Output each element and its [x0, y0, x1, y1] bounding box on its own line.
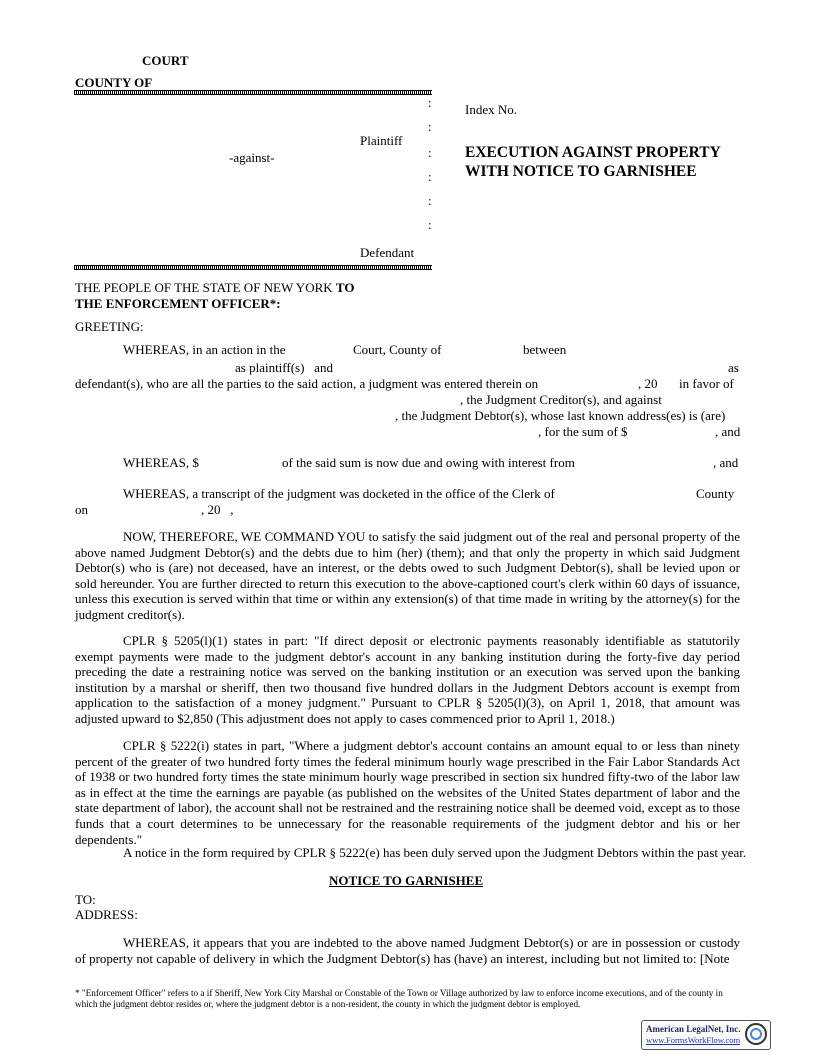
globe-icon: [745, 1023, 767, 1045]
caption-colon: :: [428, 193, 432, 208]
caption-colon: :: [428, 217, 432, 232]
court-label: COURT: [142, 53, 189, 68]
index-number-label: Index No.: [465, 102, 517, 117]
document-title: [465, 143, 721, 181]
caption-top-rule: [74, 90, 432, 95]
whereas-judgment-debtor: , the Judgment Debtor(s), whose last known address(es) is (are): [395, 408, 726, 423]
to-label: TO:: [75, 892, 96, 907]
whereas-in-favor-of: in favor of: [679, 376, 734, 391]
notice-to-garnishee-heading: NOTICE TO GARNISHEE: [329, 873, 484, 888]
whereas-docket-year: , 20 ,: [201, 502, 234, 517]
whereas-judgment-entered: defendant(s), who are all the parties to the said action, a judgment was entered therein on: [75, 376, 539, 391]
footnote: * "Enforcement Officer" refers to a if Sheriff, New York City Marshal or Constable of the Town or Village authorized by law to enforce income executions, and of the county in which the judgment debtor resides or, where the judgment debtor is a non-resident, the county in which the judgment debtor is employed.: [75, 988, 723, 1009]
whereas-amount: WHEREAS, $: [123, 455, 199, 470]
people-text: THE PEOPLE OF THE STATE OF NEW YORK: [75, 280, 333, 295]
against-label: -against-: [229, 150, 275, 165]
greeting: GREETING:: [75, 319, 144, 334]
title-line-2: WITH NOTICE TO GARNISHEE: [465, 163, 697, 180]
caption-colon: :: [428, 119, 432, 134]
whereas-sum-of: , for the sum of $: [538, 424, 628, 439]
whereas-county: County: [696, 486, 735, 501]
caption-colon: :: [428, 145, 432, 160]
whereas-as: as: [728, 360, 739, 375]
whereas-judgment-creditor: , the Judgment Creditor(s), and against: [460, 392, 662, 407]
whereas-between: between: [523, 342, 567, 357]
american-legalnet-logo[interactable]: [641, 1020, 771, 1050]
cplr-5205-paragraph: CPLR § 5205(l)(1) states in part: "If direct deposit or electronic payments reasonably identifiable as statutorily exempt payments were made to the judgment debtor's account in any banking institution during the forty-five day period preceding the date a restraining notice was served on the banking institution or an execution was served upon the banking institution by a marshal or sheriff, then two thousand five hundred dollars in the Judgment Debtors account is exempt from application to the satisfaction of a money judgment." Pursuant to CPLR § 5205(l)(3), on April 1, 2018, that amount was adjusted upward to $2,850 (This adjustment does not apply to cases commenced prior to April 1, 2018.): [75, 633, 740, 726]
whereas-plaintiffs-and: as plaintiff(s) and: [235, 360, 333, 375]
whereas-action-court: WHEREAS, in an action in the: [123, 342, 286, 357]
plaintiff-label: Plaintiff: [360, 133, 403, 148]
logo-url-link[interactable]: www.FormsWorkFlow.com: [646, 1035, 741, 1045]
now-therefore-paragraph: NOW, THEREFORE, WE COMMAND YOU to satisfy the said judgment out of the real and personal property of the above named Judgment Debtor(s) and the debts due to him (her) (them); and that only the property in which said Judgment Debtor(s) who is (are) not deceased, have an interest, or the debts owed to such Judgment Debtor(s), shall be levied upon or sold hereunder. You are further directed to return this execution to the above-captioned court's clerk within 60 days of issuance, unless this execution is served within that time or within any extension(s) of that time made in writing by the attorney(s) for the judgment creditor(s).: [75, 529, 740, 622]
cplr-5222-paragraph: CPLR § 5222(i) states in part, "Where a judgment debtor's account contains an amount equal to or less than ninety percent of the greater of two hundred forty times the federal minimum hourly wage prescribed in the Fair Labor Standards Act of 1938 or two hundred forty times the state minimum hourly wage prescribed in section six hundred fifty-two of the labor law as in effect at the time the earnings are payable (as published on the websites of the United States department of labor and the state department of labor), the account shall not be restrained and the restraining notice shall be deemed void, except as to those funds that a court determines to be unnecessary for the reasonable requirements of the judgment debtor and his or her dependents.": [75, 738, 740, 847]
garnishee-whereas-paragraph: WHEREAS, it appears that you are indebted to the above named Judgment Debtor(s) or are in possession or custody of property not capable of delivery in which the Judgment Debtor(s) has (have) an interest, including but not limited to: [Note: [75, 935, 740, 966]
people-line: [75, 280, 354, 296]
caption-colon: :: [428, 169, 432, 184]
caption-colon: :: [428, 95, 432, 110]
title-line-1: EXECUTION AGAINST PROPERTY: [465, 144, 721, 161]
county-label: COUNTY OF: [75, 75, 153, 90]
whereas-and-2: , and: [713, 455, 739, 470]
defendant-label: Defendant: [360, 245, 415, 260]
to-text: TO: [335, 280, 355, 295]
logo-name: American LegalNet, Inc.: [646, 1024, 741, 1034]
address-label: ADDRESS:: [75, 907, 138, 922]
notice-served-paragraph: A notice in the form required by CPLR § 5222(e) has been duly served upon the Judgment Debtors within the past year.: [123, 845, 747, 860]
caption-bottom-rule: [74, 265, 432, 270]
whereas-on: on: [75, 502, 88, 517]
whereas-county-of: Court, County of: [353, 342, 442, 357]
enforcement-officer-line: THE ENFORCEMENT OFFICER*:: [75, 296, 281, 311]
whereas-transcript: WHEREAS, a transcript of the judgment was docketed in the office of the Clerk of: [123, 486, 555, 501]
whereas-due-owing: of the said sum is now due and owing with interest from: [282, 455, 575, 470]
whereas-year: , 20: [638, 376, 658, 391]
whereas-and: , and: [715, 424, 741, 439]
